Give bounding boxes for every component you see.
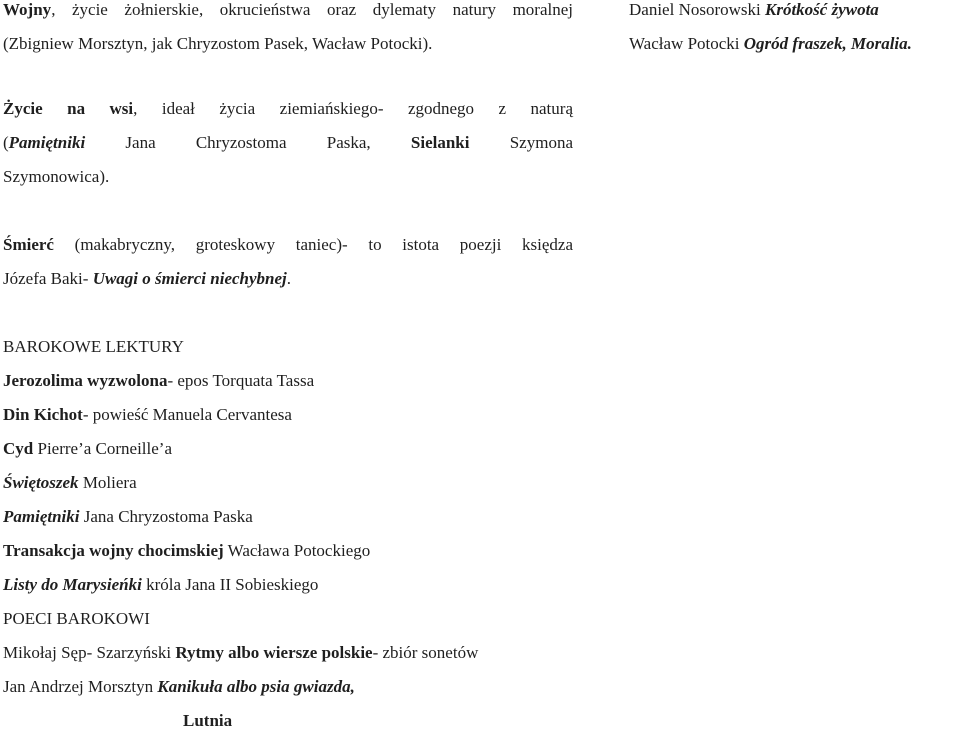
list-item: [3, 534, 573, 568]
item-desc: - zbiór sonetów: [372, 643, 479, 662]
item-title: Listy do Marysieńki: [3, 575, 142, 594]
text-run: (: [3, 133, 9, 152]
bold-italic-title: Uwagi o śmierci niechybnej: [92, 269, 287, 288]
paragraph-line: [3, 0, 573, 27]
lektury-list: [3, 330, 573, 738]
item-desc: - epos Torquata Tassa: [167, 371, 315, 390]
bold-phrase: Wojny: [3, 0, 52, 19]
list-item: [3, 704, 573, 738]
paragraph-line: Szymonowica).: [3, 167, 110, 186]
paragraph-line: [3, 262, 573, 296]
item-desc: Moliera: [78, 473, 137, 492]
paragraph-smierc: [3, 228, 573, 296]
paragraph-line: [629, 27, 959, 61]
item-desc: Pierre’a Corneille’a: [33, 439, 172, 458]
bold-italic-title: Ogród fraszek, Moralia.: [743, 34, 912, 53]
list-item: [3, 398, 573, 432]
section-heading: BAROKOWE LEKTURY: [3, 337, 184, 356]
bold-italic-title: Pamiętniki: [8, 133, 86, 152]
item-desc: Mikołaj Sęp- Szarzyński: [3, 643, 176, 662]
item-title: Transakcja wojny chocimskiej: [3, 541, 224, 560]
list-item: [3, 466, 573, 500]
paragraph-wojny: [3, 0, 573, 61]
paragraph-authors: [629, 0, 959, 61]
paragraph-line: [629, 0, 959, 27]
item-desc: Jan Andrzej Morsztyn: [3, 677, 158, 696]
paragraph-zycie-na-wsi: [3, 92, 573, 194]
list-item: [3, 364, 573, 398]
paragraph-line: [3, 126, 573, 160]
item-desc: Jana Chryzostoma Paska: [79, 507, 253, 526]
bold-phrase: Śmierć: [3, 235, 54, 254]
item-desc: - powieść Manuela Cervantesa: [82, 405, 292, 424]
item-title: Pamiętniki: [3, 507, 80, 526]
text-run: Jana Chryzostoma Paska,: [85, 133, 411, 152]
item-title: Świętoszek: [3, 473, 79, 492]
item-title: Rytmy albo wiersze polskie: [175, 643, 373, 662]
list-item: [3, 636, 573, 670]
bold-title: Sielanki: [410, 133, 470, 152]
text-run: Daniel Nosorowski: [629, 0, 765, 19]
item-title: Lutnia: [183, 711, 233, 730]
item-desc: Wacława Potockiego: [223, 541, 371, 560]
list-item: [3, 500, 573, 534]
text-run: , życie żołnierskie, okrucieństwa oraz dylematy natury moralnej: [51, 0, 573, 19]
text-run: Wacław Potocki: [629, 34, 744, 53]
item-desc: króla Jana II Sobieskiego: [141, 575, 319, 594]
section-heading: POECI BAROKOWI: [3, 609, 150, 628]
text-run: Józefa Baki-: [3, 269, 93, 288]
text-run: (makabryczny, groteskowy taniec)- to istota poezji księdza: [53, 235, 573, 254]
text-run: .: [286, 269, 292, 288]
list-item: [3, 432, 573, 466]
list-item: [3, 670, 573, 704]
item-title: Cyd: [3, 439, 34, 458]
text-run: , ideał życia ziemiańskiego- zgodnego z naturą: [133, 99, 573, 118]
item-title: Jerozolima wyzwolona: [3, 371, 168, 390]
text-run: Szymona: [469, 133, 573, 152]
item-title: Din Kichot: [3, 405, 83, 424]
paragraph-line: [3, 228, 573, 262]
item-title: Kanikuła albo psia gwiazda,: [157, 677, 355, 696]
list-item: [3, 568, 573, 602]
bold-italic-title: Krótkość żywota: [764, 0, 879, 19]
paragraph-line: (Zbigniew Morsztyn, jak Chryzostom Pasek, Wacław Potocki).: [3, 34, 433, 53]
bold-phrase: Życie na wsi: [3, 99, 134, 118]
paragraph-line: [3, 92, 573, 126]
